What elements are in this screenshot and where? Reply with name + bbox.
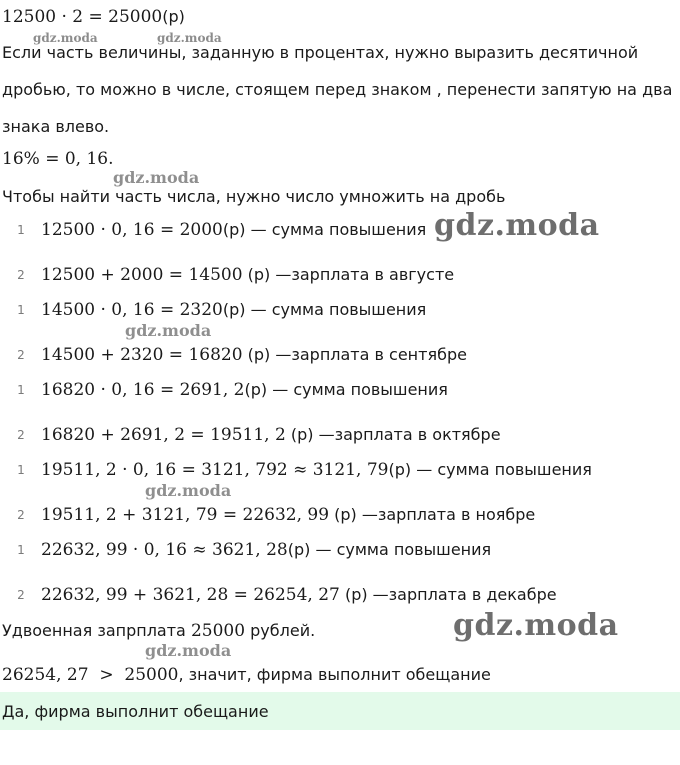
- percent-line: 16% = 0, 16.: [2, 149, 114, 169]
- step-row: [0, 459, 680, 489]
- step-row: [0, 424, 680, 454]
- step-row: [0, 264, 680, 294]
- method-line: Чтобы найти часть числа, нужно число умножить на дробь: [2, 187, 506, 206]
- rule-line-3: знака влево.: [2, 117, 110, 136]
- step-row: [0, 344, 680, 374]
- step-text: (р) — сумма повышения: [287, 540, 492, 559]
- step-row: [0, 379, 680, 409]
- comparison-line: [2, 664, 491, 686]
- step-math: 16820 · 0, 16 = 2691, 2: [41, 380, 245, 400]
- step-math: 19511, 2 · 0, 16 = 3121, 792 ≈ 3121, 79: [41, 460, 389, 480]
- step-math: 16820 + 2691, 2 = 19511, 2: [41, 425, 286, 445]
- step-text: (р) — сумма повышения: [388, 460, 592, 479]
- doubled-text: Удвоенная запрплата: [2, 621, 191, 640]
- step-math: 22632, 99 · 0, 16 ≈ 3621, 28: [41, 540, 288, 560]
- step-text: (р) —зарплата в декабре: [339, 585, 557, 604]
- watermark: gdz.moda: [125, 321, 212, 340]
- step-number: 1: [17, 543, 25, 557]
- step-text: (р) — сумма повышения: [222, 300, 427, 319]
- watermark: gdz.moda: [145, 481, 232, 500]
- step-number: 2: [17, 588, 25, 602]
- step-row: [0, 219, 680, 249]
- step-math: 12500 · 0, 16 = 2000: [41, 220, 223, 240]
- calc-math: 12500 · 2 = 25000: [2, 7, 163, 27]
- step-text: (р) —зарплата в октябре: [285, 425, 501, 444]
- doubled-suffix: рублей.: [245, 621, 316, 640]
- calc-line: [2, 6, 185, 28]
- step-number: 1: [17, 223, 25, 237]
- answer-text: Да, фирма выполнит обещание: [2, 702, 269, 721]
- step-math: 22632, 99 + 3621, 28 = 26254, 27: [41, 585, 340, 605]
- watermark: gdz.moda: [453, 608, 619, 643]
- doubled-math: 25000: [190, 621, 246, 641]
- step-number: 2: [17, 508, 25, 522]
- rule-line-2: дробью, то можно в числе, стоящем перед знаком , перенести запятую на два: [2, 80, 673, 99]
- step-number: 1: [17, 463, 25, 477]
- watermark: gdz.moda: [145, 641, 232, 660]
- step-number: 2: [17, 428, 25, 442]
- comparison-math: 26254, 27 > 25000: [2, 665, 179, 685]
- step-text: (р) — сумма повышения: [244, 380, 448, 399]
- watermark: gdz.moda: [157, 31, 222, 45]
- watermark: gdz.moda: [33, 31, 98, 45]
- rule-line-1: Если часть величины, заданную в процентах, нужно выразить десятичной: [2, 43, 639, 62]
- step-number: 2: [17, 268, 25, 282]
- step-math: 12500 + 2000 = 14500: [41, 265, 243, 285]
- step-number: 1: [17, 303, 25, 317]
- step-number: 1: [17, 383, 25, 397]
- answer-box: [0, 692, 680, 730]
- step-row: [0, 584, 680, 614]
- step-text: (р) —зарплата в ноябре: [329, 505, 536, 524]
- step-text: (р) —зарплата в августе: [242, 265, 455, 284]
- step-text: (р) — сумма повышения: [222, 220, 427, 239]
- comparison-text: , значит, фирма выполнит обещание: [178, 665, 491, 684]
- step-row: [0, 504, 680, 534]
- step-math: 14500 · 0, 16 = 2320: [41, 300, 223, 320]
- step-math: 19511, 2 + 3121, 79 = 22632, 99: [41, 505, 330, 525]
- step-text: (р) —зарплата в сентябре: [242, 345, 467, 364]
- step-math: 14500 + 2320 = 16820: [41, 345, 243, 365]
- step-row: [0, 539, 680, 569]
- watermark: gdz.moda: [434, 208, 600, 243]
- doubled-salary-line: [2, 620, 315, 642]
- calc-unit: (р): [162, 7, 185, 26]
- step-number: 2: [17, 348, 25, 362]
- watermark: gdz.moda: [113, 168, 200, 187]
- step-row: [0, 299, 680, 329]
